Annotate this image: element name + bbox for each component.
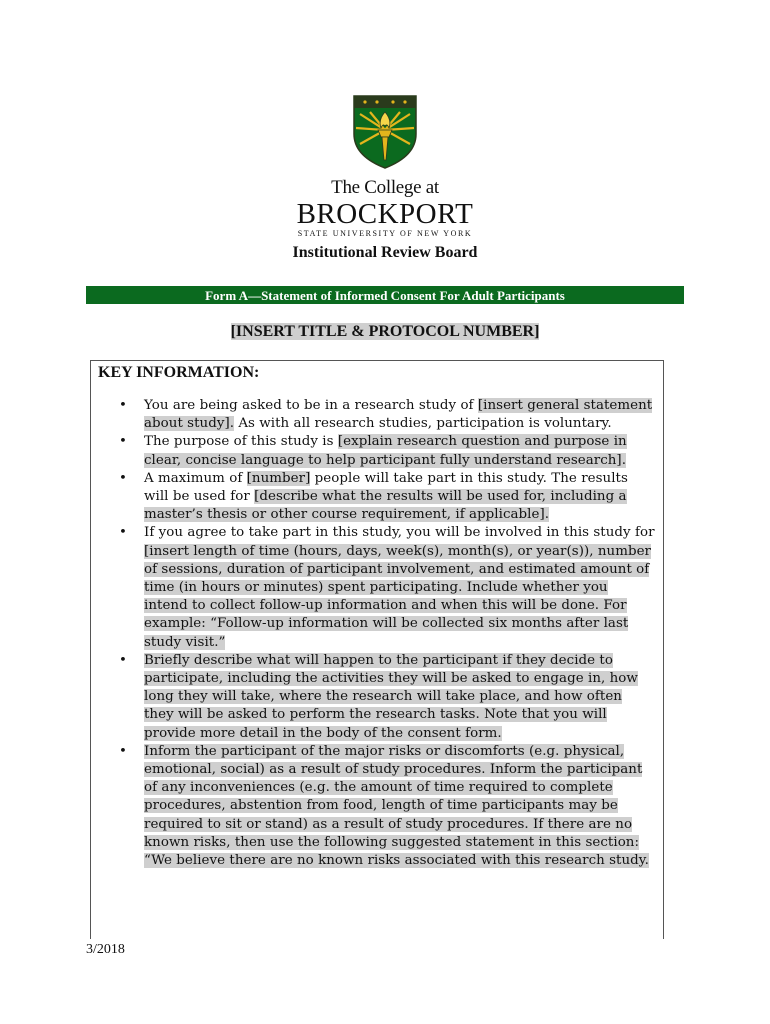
logo-brockport: BROCKPORT xyxy=(296,198,474,230)
body-text: A maximum of xyxy=(144,470,247,486)
shield-torch-icon xyxy=(350,90,420,170)
body-text: people will take part in this study. The results will be used for xyxy=(144,470,628,505)
insert-title-placeholder xyxy=(0,323,770,341)
document-heading: Institutional Review Board xyxy=(292,244,478,261)
key-information-heading: KEY INFORMATION: xyxy=(98,364,260,381)
key-information-item xyxy=(91,743,659,870)
placeholder-text: [explain research question and purpose in clear, concise language to help participant fully understand research]. xyxy=(144,434,627,468)
key-information-item xyxy=(91,524,659,651)
placeholder-text: Briefly describe what will happen to the participant if they decide to participate, including the activities they will be asked to engage in, how long they will take, where the research will take place, and how often they will be asked to perform the research tasks. Note that you will provide more detail in the body of the consent form. xyxy=(144,652,638,741)
body-text: As with all research studies, participation is voluntary. xyxy=(234,416,612,432)
placeholder-text: [describe what the results will be used for, including a master’s thesis or other course requirement, if applicable]. xyxy=(144,489,627,523)
placeholder-text: [insert general statement about study]. xyxy=(144,398,653,432)
body-text: If you agree to take part in this study, you will be involved in this study for xyxy=(144,525,655,541)
logo-suny: STATE UNIVERSITY OF NEW YORK xyxy=(297,229,473,238)
insert-title-text: [INSERT TITLE & PROTOCOL NUMBER] xyxy=(230,323,540,340)
bullet-icon: • xyxy=(119,652,127,668)
college-logo xyxy=(0,90,770,239)
key-information-item xyxy=(91,433,659,469)
bullet-icon: • xyxy=(119,398,127,413)
body-text: You are being asked to be in a research study of xyxy=(144,398,478,413)
bullet-icon: • xyxy=(119,470,127,486)
placeholder-text: [number] xyxy=(246,470,311,486)
form-title-bar: Form A—Statement of Informed Consent For Adult Participants xyxy=(86,286,684,304)
placeholder-text: [insert length of time (hours, days, week(s), month(s), or year(s)), number of sessions, duration of participant involvement, and estimated amount of time (in hours or minutes) spent participating. Include whether you intend to collect follow-up information and when this will be done. For example: “Follow-up information will be collected six months after last study visit.” xyxy=(144,543,651,650)
revision-date: 3/2018 xyxy=(86,942,125,957)
bullet-icon: • xyxy=(119,434,127,450)
bullet-icon: • xyxy=(119,743,127,759)
bullet-icon: • xyxy=(119,525,127,541)
body-text: The purpose of this study is xyxy=(144,434,338,450)
key-information-list xyxy=(91,397,659,870)
key-information-box xyxy=(90,360,664,939)
key-information-item xyxy=(91,470,659,525)
key-information-item xyxy=(91,652,659,743)
placeholder-text: Inform the participant of the major risks or discomforts (e.g. physical, emotional, social) as a result of study procedures. Inform the participant of any inconveniences (e.g. the amount of time required to complete procedures, abstention from food, length of time participants may be required to sit or stand) as a result of study procedures. If there are no known risks, then use the following suggested statement in this section: “We believe there are no known risks associated with this research study. xyxy=(144,743,649,869)
key-information-item xyxy=(91,397,659,433)
logo-college-at: The College at xyxy=(331,177,439,198)
